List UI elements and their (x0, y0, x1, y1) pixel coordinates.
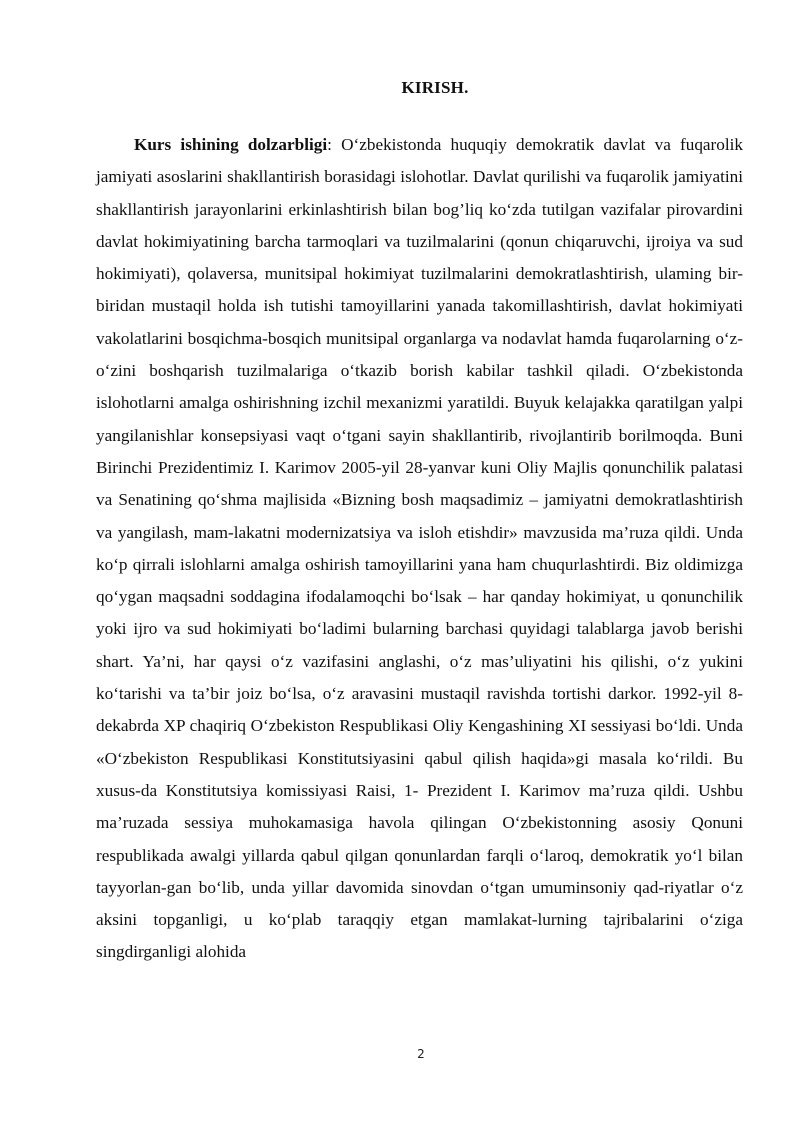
lead-colon: : (327, 135, 332, 154)
lead-phrase: Kurs ishining dolzarbligi (134, 135, 328, 154)
page-number: 2 (417, 1047, 425, 1061)
body-paragraph (96, 129, 743, 969)
paragraph-text: O‘zbekistonda huquqiy demokratik davlat va fuqarolik jamiyati asoslarini shakllantirish borasidagi islohotlar. Davlat qurilishi va fuqarolik jamiyatini shakllantirish jarayonlarini erkinlashtirish bilan bog’liq ko‘zda tutilgan vazifalar pirovardini davlat hokimiyatining barcha tarmoqlari va tuzilmalarini (qonun chiqaruvchi, ijroiya va sud hokimiyati), qolaversa, munitsipal hokimiyat tuzilmalarini demokratlashtirish, ulaming bir-biridan mustaqil holda ish tutishi tamoyillarini yanada takomillashtirish, davlat hokimiyati vakolatlarini bosqichma-bosqich munitsipal organlarga va nodavlat hamda fuqarolarning o‘z-o‘zini boshqarish tuzilmalariga o‘tkazib borish kabilar tashkil qiladi. O‘zbekistonda islohotlarni amalga oshirishning izchil mexanizmi yaratildi. Buyuk kelajakka qaratilgan yalpi yangilanishlar konsepsiyasi vaqt o‘tgani sayin shakllantirib, rivojlantirib borilmoqda. Buni Birinchi Prezidentimiz I. Karimov 2005-yil 28-yanvar kuni Oliy Majlis qonunchilik palatasi va Senatining qo‘shma majlisida «Bizning bosh maqsadimiz – jamiyatni demokratlashtirish va yangilash, mam-lakatni modernizatsiya va isloh etishdir» mavzusida ma’ruza qildi. Unda ko‘p qirrali islohlarni amalga oshirish tamoyillarini yana ham chuqurlashtirdi. Biz oldimizga qo‘ygan maqsadni soddagina ifodalamoqchi bo‘lsak – har qanday hokimiyat, u qonunchilik yoki ijro va sud hokimiyati bo‘ladimi bularning barchasi quyidagi talablarga javob berishi shart. Ya’ni, har qaysi o‘z vazifasini anglashi, o‘z mas’uliyatini his qilishi, o‘z yukini ko‘tarishi va ta’bir joiz bo‘lsa, o‘z aravasini mustaqil ravishda tortishi darkor. 1992-yil 8-dekabrda XP chaqiriq O‘zbekiston Respublikasi Oliy Kengashining XI sessiyasi bo‘ldi. Unda «O‘zbekiston Respublikasi Konstitutsiyasini qabul qilish haqida»gi masala ko‘rildi. Bu xusus-da Konstitutsiya komissiyasi Raisi, 1- Prezident I. Karimov ma’ruza qildi. Ushbu ma’ruzada sessiya muhokamasiga havola qilingan O‘zbekistonning asosiy Qonuni respublikada awalgi yillarda qabul qilgan qonunlardan farqli o‘laroq, demokratik yo‘l bilan tayyorlan-gan bo‘lib, unda yillar davomida sinovdan o‘tgan umuminsoniy qad-riyatlar o‘z aksini topganligi, u ko‘plab taraqqiy etgan mamlakat-lurning tajribalarini o‘ziga singdirganligi alohida (96, 135, 744, 962)
section-heading: KIRISH. (401, 78, 469, 97)
